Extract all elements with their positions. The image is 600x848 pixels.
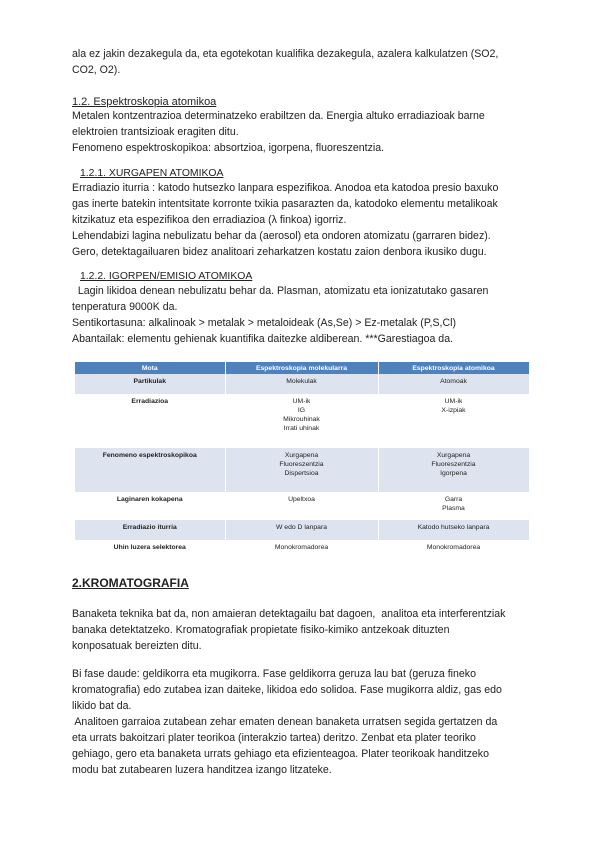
table-row xyxy=(75,374,529,394)
section-2-paragraph-1 xyxy=(72,606,542,654)
text-line: eta urrats bakoitzari plater teorikoa (interakzio tartea) deritzo. Zenbat eta plater teoriko xyxy=(72,732,476,744)
row-label: Uhin luzera selektorea xyxy=(75,540,225,572)
row-label: Partikulak xyxy=(75,374,225,394)
text-line: banaka detektatzeko. Kromatografiak propietate fisiko-kimiko antzekoak dituzten xyxy=(72,624,450,636)
text-line: ala ez jakin dezakegula da, eta egotekotan kualifika dezakegula, azalera kalkulatzen (SO2, xyxy=(72,48,499,60)
intro-paragraph xyxy=(72,46,542,78)
table-header-cell: Espektroskopia atomikoa xyxy=(378,362,529,374)
cell-line: Katodo hutseko lanpara xyxy=(417,524,490,531)
cell-line: IG xyxy=(297,407,306,414)
text-line: Erradiazio iturria : katodo hutsezko lanpara espezifikoa. Anodoa eta katodoa presio baxuko xyxy=(72,182,499,194)
row-label: Fenomeno espektroskopikoa xyxy=(75,448,225,492)
text-line: Bi fase daude: geldikorra eta mugikorra. Fase geldikorra geruza lau bat (geruza fineko xyxy=(72,668,476,680)
table-header-row xyxy=(75,362,529,374)
text-line: Abantailak: elementu gehienak kuantifika daitezke aldiberean. ***Garestiagoa da. xyxy=(72,333,454,345)
cell-line: Atomoak xyxy=(440,378,467,385)
section-1-2-2-body xyxy=(72,283,542,347)
text-line: Lagin likidoa denean nebulizatu behar da. Plasman, atomizatu eta ionizatutako gasaren xyxy=(72,285,489,297)
text-line: modu bat zutabearen luzera handitzea izango litzateke. xyxy=(72,764,332,776)
text-line: elektroien trantsizioak eragiten ditu. xyxy=(72,126,239,138)
spectroscopy-comparison-table xyxy=(75,362,530,572)
atomic-cell xyxy=(378,540,529,572)
text-line: Banaketa teknika bat da, non amaieran detektagailu bat dagoen, analitoa eta interferentziak xyxy=(72,608,506,620)
text-line: Analitoen garraioa zutabean zehar ematen denean banaketa urratsen segida gertatzen da xyxy=(72,716,498,728)
text-line: konposatuak bereizten ditu. xyxy=(72,640,202,652)
table-header-cell: Espektroskopia molekularra xyxy=(225,362,378,374)
text-line: CO2, O2). xyxy=(72,64,121,76)
text-line: Sentikortasuna: alkalinoak > metalak > metaloideak (As,Se) > Ez-metalak (P,S,Cl) xyxy=(72,317,457,329)
atomic-cell xyxy=(378,374,529,394)
cell-line: Fluoreszentzia xyxy=(431,461,476,468)
cell-line: Monokromadorea xyxy=(426,544,481,551)
cell-line: Garra xyxy=(444,496,463,503)
section-2-heading: 2.KROMATOGRAFIA xyxy=(72,576,189,590)
text-line: kitzikatuz eta espezifikoa den erradiazioa (λ finkoa) igorriz. xyxy=(72,214,347,226)
cell-line: Fluoreszentzia xyxy=(279,461,324,468)
table-row xyxy=(75,520,529,540)
cell-line: Igorpena xyxy=(440,470,467,477)
table-header-cell: Mota xyxy=(75,362,225,374)
table-row xyxy=(75,394,529,448)
text-line: tenperatura 9000K da. xyxy=(72,301,178,313)
table-row xyxy=(75,448,529,492)
row-label: Erradiazioa xyxy=(75,394,225,448)
cell-line: Upeltxoa xyxy=(288,496,315,503)
cell-line: Dispertsioa xyxy=(284,470,319,477)
section-1-2-2-heading: 1.2.2. IGORPEN/EMISIO ATOMIKOA xyxy=(80,271,253,282)
cell-line: UM-ik xyxy=(444,398,463,405)
molecular-cell xyxy=(225,394,378,448)
molecular-cell xyxy=(225,492,378,520)
molecular-cell xyxy=(225,520,378,540)
text-line: kromatografia) edo zutabea izan daiteke, likidoa edo solidoa. Fase mugikorra aldiz, gas edo xyxy=(72,684,502,696)
row-label: Laginaren kokapena xyxy=(75,492,225,520)
section-1-2-1-body xyxy=(72,180,542,260)
cell-line: Mikrouhinak xyxy=(283,416,320,423)
molecular-cell xyxy=(225,374,378,394)
cell-line: Xurgapena xyxy=(284,452,319,459)
atomic-cell xyxy=(378,448,529,492)
cell-line: UM-ik xyxy=(292,398,311,405)
cell-line: W edo D lanpara xyxy=(275,524,327,531)
table-row xyxy=(75,540,529,572)
cell-line: Plasma xyxy=(442,505,465,512)
molecular-cell xyxy=(225,448,378,492)
text-line: likido bat da. xyxy=(72,700,132,712)
text-line: gas inerte batekin intentsitate korronte txikia pasarazten da, katodoko elementu metalikoak xyxy=(72,198,498,210)
text-line: gehiago, gero eta banaketa urrats gehiago eta efizienteagoa. Plater teorikoak handitzeko xyxy=(72,748,489,760)
table-row xyxy=(75,492,529,520)
cell-line: Irrati uhinak xyxy=(283,425,320,432)
text-line: Fenomeno espektroskopikoa: absortzioa, igorpena, fluoreszentzia. xyxy=(72,142,385,154)
atomic-cell xyxy=(378,394,529,448)
section-1-2-heading: 1.2. Espektroskopia atomikoa xyxy=(72,96,217,108)
molecular-cell xyxy=(225,540,378,572)
text-line: Lehendabizi lagina nebulizatu behar da (aerosol) eta ondoren atomizatu (garraren bidez). xyxy=(72,230,491,242)
cell-line: Molekulak xyxy=(286,378,317,385)
cell-line: Xurgapena xyxy=(436,452,471,459)
atomic-cell xyxy=(378,520,529,540)
text-line: Gero, detektagailuaren bidez analitoari zeharkatzen kostatu zaion denbora ikusiko dugu. xyxy=(72,246,487,258)
cell-line: Monokromadorea xyxy=(274,544,329,551)
section-2-paragraph-2 xyxy=(72,666,542,778)
row-label: Erradiazio iturria xyxy=(75,520,225,540)
section-1-2-1-heading: 1.2.1. XURGAPEN ATOMIKOA xyxy=(80,168,224,179)
section-1-2-body xyxy=(72,108,542,156)
atomic-cell xyxy=(378,492,529,520)
cell-line: X-izpiak xyxy=(441,407,466,414)
text-line: Metalen kontzentrazioa determinatzeko erabiltzen da. Energia altuko erradiazioak barne xyxy=(72,110,485,122)
